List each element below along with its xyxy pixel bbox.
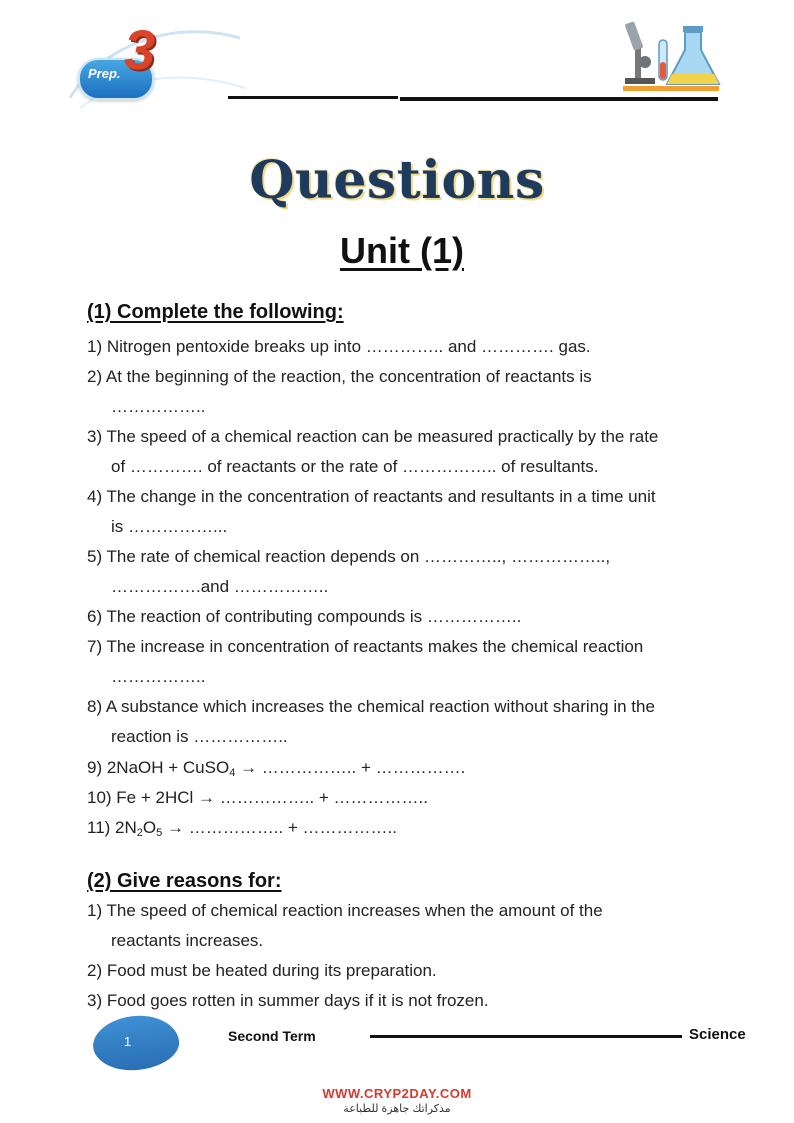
equation-line-11 [87, 818, 397, 838]
footer-subject: Science [689, 1026, 746, 1043]
footer-rule [370, 1035, 682, 1038]
page-number: 1 [124, 1034, 132, 1049]
equation-text: 11) 2N [87, 818, 137, 837]
subscript: 5 [156, 827, 163, 839]
question-line-continued: …………….and …………….. [111, 577, 329, 596]
page-title: Questions [249, 150, 545, 211]
question-line: 1) Nitrogen pentoxide breaks up into ………….. and …………. gas. [87, 337, 591, 356]
subscript: 4 [229, 767, 236, 779]
question-line: 7) The increase in concentration of reactants makes the chemical reaction [87, 637, 644, 656]
question-line: 6) The reaction of contributing compounds is …………….. [87, 607, 522, 626]
question-line-continued: reactants increases. [111, 931, 264, 950]
question-line: 1) The speed of chemical reaction increases when the amount of the [87, 901, 603, 920]
question-line-continued: of …………. of reactants or the rate of …………….. of resultants. [111, 457, 599, 476]
question-line: 5) The rate of chemical reaction depends on ………….., …………….., [87, 547, 611, 566]
question-line: 4) The change in the concentration of reactants and resultants in a time unit [87, 487, 656, 506]
section-heading-complete: (1) Complete the following: [87, 301, 344, 323]
footer-website[interactable]: WWW.CRYP2DAY.COM [322, 1086, 472, 1101]
question-line-continued: is ……………... [111, 517, 228, 536]
equation-line-9 [87, 758, 465, 778]
question-line: 2) Food must be heated during its preparation. [87, 961, 437, 980]
question-line: 3) Food goes rotten in summer days if it is not frozen. [87, 991, 489, 1010]
section-heading-reasons: (2) Give reasons for: [87, 870, 282, 892]
equation-line-10: 10) Fe + 2HCl → …………….. + …………….. [87, 788, 429, 807]
header-rule-right [400, 97, 718, 101]
question-line: 3) The speed of a chemical reaction can be measured practically by the rate [87, 427, 659, 446]
badge-number: 3 [124, 18, 156, 81]
question-line: 8) A substance which increases the chemical reaction without sharing in the [87, 697, 655, 716]
page-number-badge [90, 1012, 181, 1075]
equation-text: → …………….. + …………….. [162, 818, 397, 837]
laboratory-equipment-icon [615, 12, 727, 92]
footer-term: Second Term [228, 1028, 316, 1044]
subscript: 2 [136, 827, 143, 839]
equation-text: O [142, 818, 157, 837]
unit-title: Unit (1) [340, 230, 464, 271]
question-line-continued: …………….. [111, 667, 206, 686]
equation-text: 9) 2NaOH + CuSO [87, 758, 230, 777]
footer-tagline: مذكراتك جاهزة للطباعة [343, 1103, 451, 1115]
question-line: 2) At the beginning of the reaction, the concentration of reactants is [87, 367, 592, 386]
equation-text: → …………….. + ……………. [235, 758, 466, 777]
question-line-continued: reaction is …………….. [111, 727, 288, 746]
question-line-continued: …………….. [111, 397, 206, 416]
header-rule-left [228, 96, 398, 99]
badge-label: Prep. [88, 66, 121, 81]
